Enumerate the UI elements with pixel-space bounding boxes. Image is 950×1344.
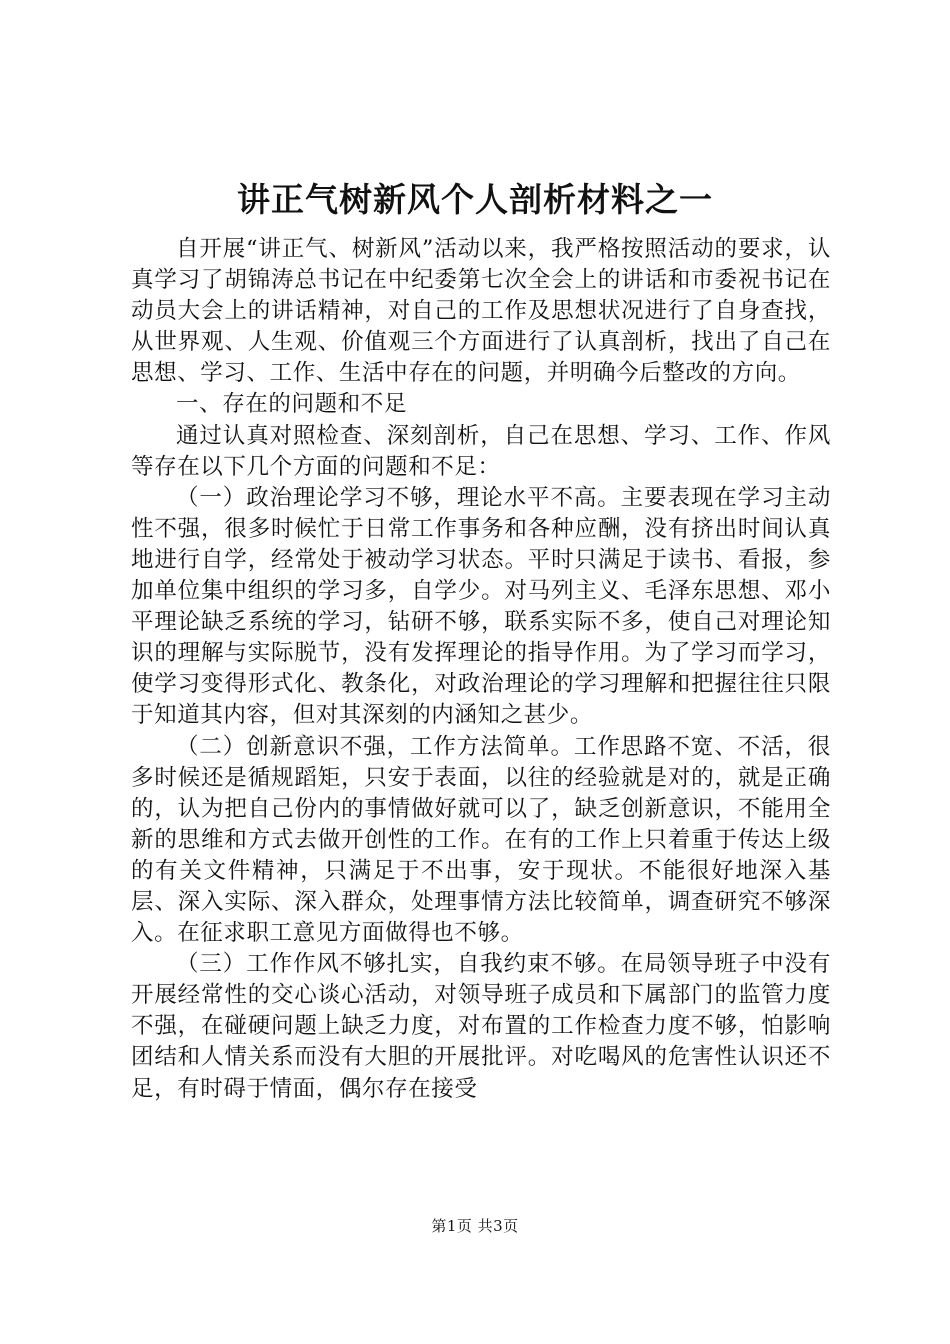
paragraph-overview: 通过认真对照检查、深刻剖析，自己在思想、学习、工作、作风等存在以下几个方面的问题和不足：: [131, 422, 831, 480]
paragraph-intro: 自开展“讲正气、树新风”活动以来，我严格按照活动的要求，认真学习了胡锦涛总书记在中纪委第七次全会上的讲话和市委祝书记在动员大会上的讲话精神，对自己的工作及思想状况进行了自身查找，从世界观、人生观、价值观三个方面进行了认真剖析，找出了自己在思想、学习、工作、生活中存在的问题，并明确今后整改的方向。: [131, 236, 831, 387]
document-body: [131, 234, 831, 1105]
paragraph-item-3: （三）工作作风不够扎实，自我约束不够。在局领导班子中没有开展经常性的交心谈心活动，对领导班子成员和下属部门的监管力度不强，在碰硬问题上缺乏力度，对布置的工作检查力度不够，怕影响团结和人情关系而没有大胆的开展批评。对吃喝风的危害性认识还不足，有时碍于情面，偶尔存在接受: [131, 951, 831, 1102]
document-title: 讲正气树新风个人剖析材料之一: [237, 180, 713, 219]
paragraph-item-1: （一）政治理论学习不够，理论水平不高。主要表现在学习主动性不强，很多时候忙于日常工作事务和各种应酬，没有挤出时间认真地进行自学，经常处于被动学习状态。平时只满足于读书、看报，参加单位集中组织的学习多，自学少。对马列主义、毛泽东思想、邓小平理论缺乏系统的学习，钻研不够，联系实际不多，使自己对理论知识的理解与实际脱节，没有发挥理论的指导作用。为了学习而学习，使学习变得形式化、教条化，对政治理论的学习理解和把握往往只限于知道其内容，但对其深刻的内涵知之甚少。: [131, 484, 831, 729]
page-footer: 第1页 共3页: [431, 1217, 519, 1235]
paragraph-item-2: （二）创新意识不强，工作方法简单。工作思路不宽、不活，很多时候还是循规蹈矩，只安于表面，以往的经验就是对的，就是正确的，认为把自己份内的事情做好就可以了，缺乏创新意识，不能用全新的思维和方式去做开创性的工作。在有的工作上只着重于传达上级的有关文件精神，只满足于不出事，安于现状。不能很好地深入基层、深入实际、深入群众，处理事情方法比较简单，调查研究不够深入。在征求职工意见方面做得也不够。: [131, 733, 831, 947]
section-heading: 一、存在的问题和不足: [176, 391, 408, 418]
